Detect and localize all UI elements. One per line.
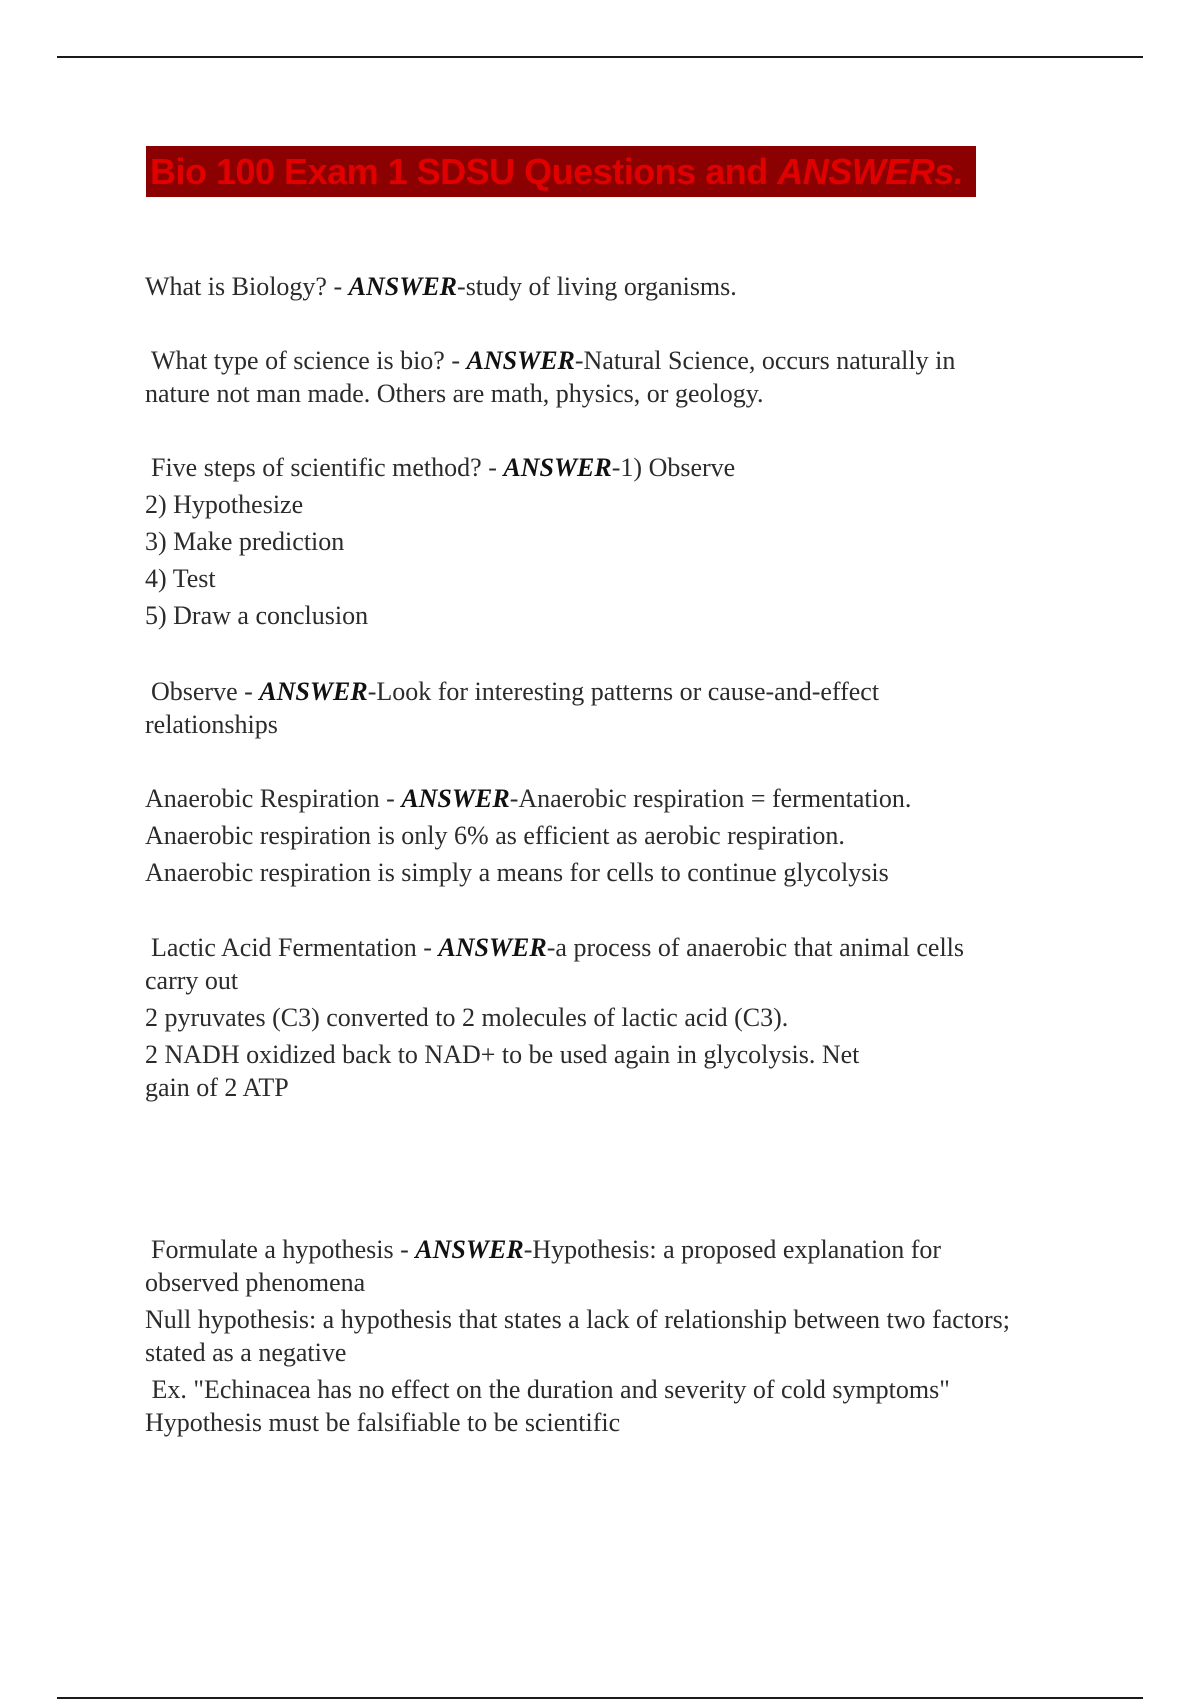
qa-item-anaerobic-respiration [145,782,1095,889]
answer-text: -a process of anaerobic that animal cells [546,933,965,962]
answer-text: Hypothesis must be falsifiable to be scientific [145,1408,621,1437]
question-text: What is Biology? - [145,272,349,301]
answer-text: -Natural Science, occurs naturally in [574,346,956,375]
document-title [150,151,963,192]
answer-text: 5) Draw a conclusion [145,601,369,630]
answer-text: -study of living organisms. [457,272,737,301]
qa-item-observe [145,675,1095,741]
answer-marker: ANSWER [348,272,458,301]
question-text: Five steps of scientific method? - [151,453,504,482]
question-text: Formulate a hypothesis - [151,1235,416,1264]
title-emphasis-text: ANSWERs. [777,151,964,192]
answer-text: 2 pyruvates (C3) converted to 2 molecules of lactic acid (C3). [145,1003,789,1032]
answer-text: stated as a negative [145,1338,347,1367]
answer-text: Anaerobic respiration is simply a means for cells to continue glycolysis [145,858,889,887]
answer-marker: ANSWER [415,1235,524,1264]
answer-text: 4) Test [145,564,216,593]
answer-text: Anaerobic respiration is only 6% as efficient as aerobic respiration. [145,821,845,850]
qa-item-type-of-science [145,344,1095,410]
title-main-text: Bio 100 Exam 1 SDSU Questions and [150,151,778,192]
answer-text: 2) Hypothesize [145,490,304,519]
qa-item-lactic-acid-fermentation [145,931,1095,1104]
answer-text: -1) Observe [611,453,736,482]
question-text: Anaerobic Respiration - [145,784,402,813]
answer-text: -Anaerobic respiration = fermentation. [509,784,912,813]
answer-text: 3) Make prediction [145,527,345,556]
document-title-banner [146,146,976,197]
question-text: Observe - [151,677,260,706]
answer-text: 2 NADH oxidized back to NAD+ to be used again in glycolysis. Net [145,1040,860,1069]
answer-text: -Look for interesting patterns or cause-and-effect [367,677,880,706]
question-text: What type of science is bio? - [151,346,467,375]
answer-marker: ANSWER [438,933,547,962]
answer-text: nature not man made. Others are math, physics, or geology. [145,379,764,408]
answer-text: observed phenomena [145,1268,366,1297]
top-divider [57,56,1143,58]
qa-item-scientific-method [145,451,1095,632]
qa-item-biology [145,270,1095,303]
answer-marker: ANSWER [503,453,612,482]
bottom-divider [57,1697,1143,1699]
qa-item-formulate-hypothesis [145,1233,1095,1439]
answer-text: gain of 2 ATP [145,1073,289,1102]
answer-text: Null hypothesis: a hypothesis that states a lack of relationship between two factors; [145,1305,1011,1334]
answer-text: Ex. "Echinacea has no effect on the duration and severity of cold symptoms" [145,1375,950,1404]
answer-text: carry out [145,966,239,995]
answer-text: relationships [145,710,278,739]
answer-marker: ANSWER [259,677,368,706]
answer-text: -Hypothesis: a proposed explanation for [523,1235,942,1264]
answer-marker: ANSWER [401,784,510,813]
question-text: Lactic Acid Fermentation - [151,933,439,962]
answer-marker: ANSWER [466,346,575,375]
